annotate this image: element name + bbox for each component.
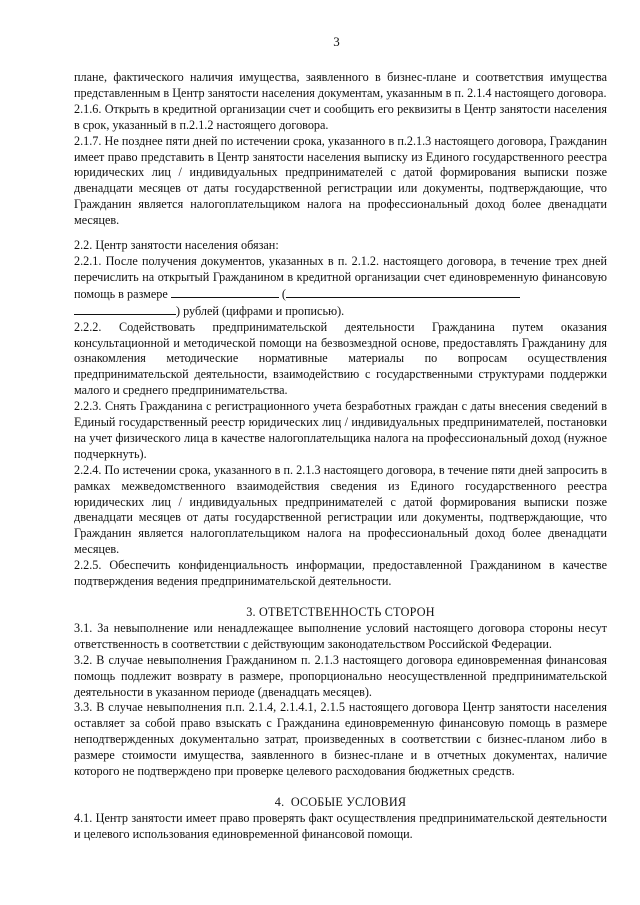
page-number: 3 [333,34,340,49]
section-2-2-title: 2.2. Центр занятости населения обязан: [74,238,279,253]
clause-2-2-3: 2.2.3. Снять Гражданина с регистрационного учета безработных граждан с даты внесения сведений в Единый государственный реестр юридических лиц / индивидуальных предпринимателей, постановки на учет физического лица в качестве налогоплательщика налога на профессиональный доход (нужное подчеркнуть). [74,399,607,461]
clause-2-2-1-text: 2.2.1. После получения документов, указанных в п. 2.1.2. настоящего договора, в течение трех дней перечислить на открытый Гражданином в кредитной организации счет единовременную финансовую помощь в размере [74,253,607,301]
clause-2-2-5: 2.2.5. Обеспечить конфиденциальность информации, предоставленной Гражданином в качестве подтверждения ведения предпринимательской деятельности. [74,558,607,589]
clause-3-2: 3.2. В случае невыполнения Гражданином п. 2.1.3 настоящего договора единовременная финансовая помощь подлежит возврату в размере, пропорционально неосуществленной предпринимательской деятельности в указанном периоде (двенадцать месяцев). [74,652,607,699]
clause-2-1-6: 2.1.6. Открыть в кредитной организации счет и сообщить его реквизиты в Центр занятости населения в срок, указанный в п.2.1.2 настоящего договора. [74,101,607,132]
clause-2-1-7: 2.1.7. Не позднее пяти дней по истечении срока, указанного в п.2.1.3 настоящего договора, Гражданин имеет право представить в Центр занятости населения выписку из Единого государственного реестра юридических лиц / индивидуальных предпринимателей с датой формирования выписки позже двенадцати месяцев от даты государственной регистрации или документы, подтверждающие, что Гражданин является налогоплательщиком налога на профессиональный доход более двенадцати месяцев. [74,133,607,228]
amount-digits-blank[interactable] [171,286,279,298]
paren-open: ( [281,286,286,301]
clause-2-2-1-tail: ) рублей (цифрами и прописью). [176,303,345,318]
clause-3-1: 3.1. За невыполнение или ненадлежащее выполнение условий настоящего договора стороны несут ответственность в соответствии с действующим законодательством Российской Федерации. [74,620,607,651]
paragraph-continuation: плане, фактического наличия имущества, заявленного в бизнес-плане и соответствия имущества представленным в Центр занятости населения документам, указанным в п. 2.1.4 настоящего договора. [74,70,607,100]
clause-3-3: 3.3. В случае невыполнения п.п. 2.1.4, 2.1.4.1, 2.1.5 настоящего договора Центр занятости населения оставляет за собой право взыскать с Гражданина единовременную финансовую помощь в размере неподтвержденных документально затрат, произведенных в соответствии с бизнес-планом либо в размере стоимости имущества, заявленного в бизнес-плане и в отчетных документах, наличие которого не подтверждено при проверке целевого расходования бюджетных средств. [74,700,607,779]
clause-4-1: 4.1. Центр занятости имеет право проверять факт осуществления предпринимательской деятельности и целевого использования единовременной финансовой помощи. [74,810,607,841]
amount-words-blank-2[interactable] [74,303,176,315]
clause-2-2-2: 2.2.2. Содействовать предпринимательской деятельности Гражданина путем оказания консультационной и методической помощи на безвозмездной основе, предоставлять Гражданину для ознакомления методические нормативные материалы по вопросам осуществления предпринимательской деятельности, взаимодействию с государственными структурами поддержки малого и среднего предпринимательства. [74,319,607,398]
amount-words-blank-1[interactable] [286,286,520,298]
section-3-heading: 3. ОТВЕТСТВЕННОСТЬ СТОРОН [246,605,435,619]
clause-2-2-1 [74,254,607,320]
clause-2-2-4: 2.2.4. По истечении срока, указанного в п. 2.1.3 настоящего договора, в течение пяти дней запросить в рамках межведомственного взаимодействия сведения из Единого государственного реестра юридических лиц / индивидуальных предпринимателей с датой формирования выписки позже двенадцати месяцев от даты государственной регистрации или документы, подтверждающие, что Гражданин является налогоплательщиком налога на профессиональный доход более двенадцати месяцев. [74,462,607,557]
section-4-heading: 4. ОСОБЫЕ УСЛОВИЯ [274,794,407,809]
